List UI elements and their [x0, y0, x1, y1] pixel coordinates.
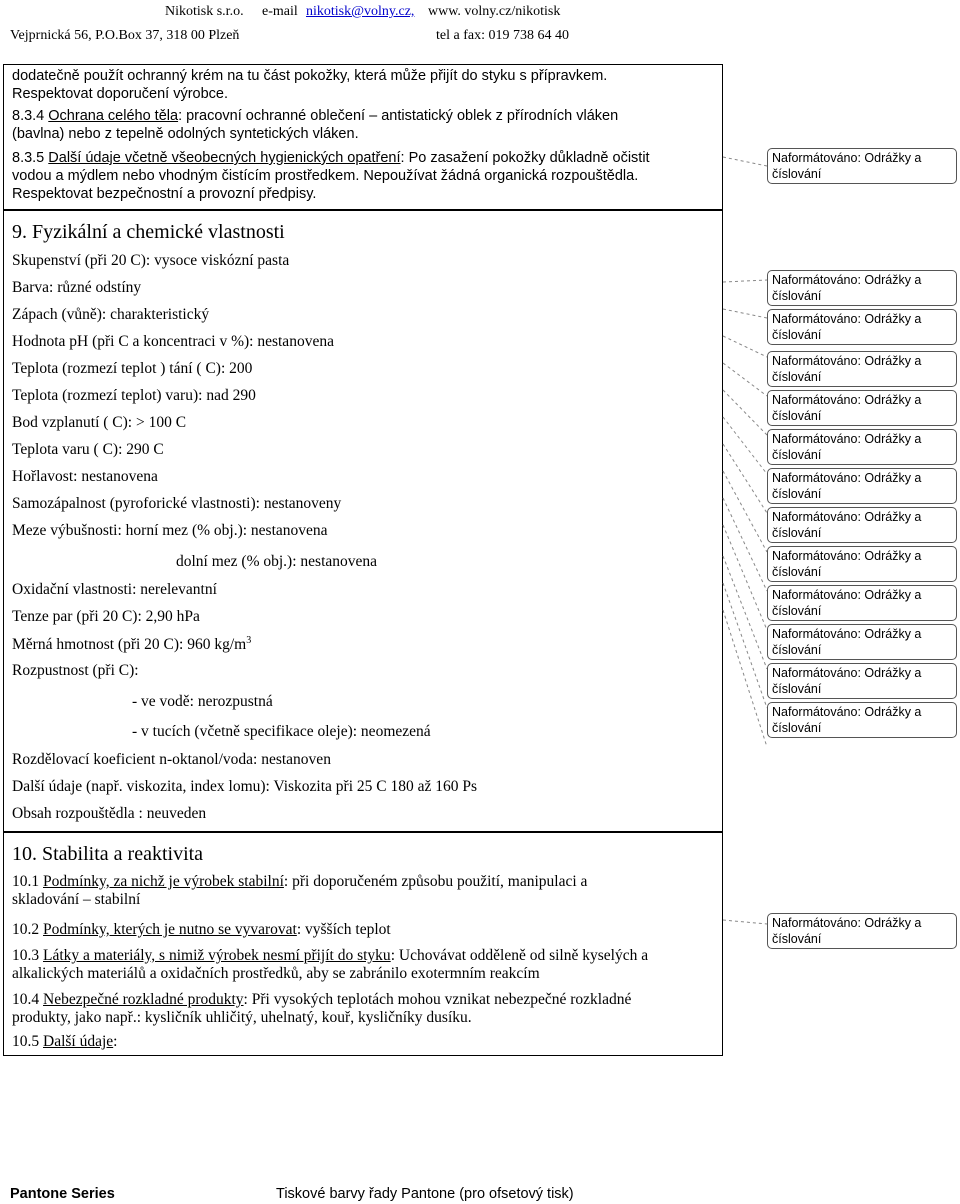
format-comment[interactable]: Naformátováno: Odrážky a číslování — [767, 663, 957, 699]
section-9-title: 9. Fyzikální a chemické vlastnosti — [12, 221, 285, 243]
format-comment[interactable]: Naformátováno: Odrážky a číslování — [767, 309, 957, 345]
section-10-title: 10. Stabilita a reaktivita — [12, 843, 204, 865]
property-row: Další údaje (např. viskozita, index lomu): Viskozita při 25 C 180 až 160 Ps — [12, 778, 478, 795]
paragraph-10-5: 10.5 Další údaje: — [12, 1033, 118, 1050]
format-comment[interactable]: Naformátováno: Odrážky a číslování — [767, 624, 957, 660]
format-comment[interactable]: Naformátováno: Odrážky a číslování — [767, 429, 957, 465]
property-row: Hořlavost: nestanovena — [12, 468, 158, 485]
property-row: Skupenství (při 20 C): vysoce viskózní pasta — [12, 252, 290, 269]
property-row: Samozápalnost (pyroforické vlastnosti): nestanoveny — [12, 495, 342, 512]
paragraph-10-1: 10.1 Podmínky, za nichž je výrobek stabilní: při doporučeném způsobu použití, manipulaci a — [12, 873, 588, 890]
web-address: www. volny.cz/nikotisk — [428, 4, 561, 19]
email-label: e-mail — [262, 4, 298, 19]
format-comment[interactable]: Naformátováno: Odrážky a číslování — [767, 270, 957, 306]
format-comment[interactable]: Naformátováno: Odrážky a číslování — [767, 702, 957, 738]
format-comment[interactable]: Naformátováno: Odrážky a číslování — [767, 585, 957, 621]
paragraph-line: dodatečně použít ochranný krém na tu část pokožky, která může přijít do styku s přípravkem. — [12, 68, 608, 84]
property-row: Bod vzplanutí ( C): > 100 C — [12, 414, 187, 431]
company-address: Vejprnická 56, P.O.Box 37, 318 00 Plzeň — [10, 28, 240, 43]
paragraph-line: (bavlna) nebo z tepelně odolných syntetických vláken. — [12, 126, 359, 142]
format-comment[interactable]: Naformátováno: Odrážky a číslování — [767, 913, 957, 949]
format-comment[interactable]: Naformátováno: Odrážky a číslování — [767, 390, 957, 426]
property-row: Tenze par (při 20 C): 2,90 hPa — [12, 608, 200, 625]
property-row: Obsah rozpouštědla : neuveden — [12, 805, 207, 822]
paragraph-line: Respektovat doporučení výrobce. — [12, 86, 229, 102]
property-row: Hodnota pH (při C a koncentraci v %): nestanovena — [12, 333, 334, 350]
company-name: Nikotisk s.r.o. — [165, 4, 244, 19]
format-comment[interactable]: Naformátováno: Odrážky a číslování — [767, 546, 957, 582]
paragraph-10-2: 10.2 Podmínky, kterých je nutno se vyvarovat: vyšších teplot — [12, 921, 391, 938]
paragraph-8-3-4: 8.3.4 Ochrana celého těla: pracovní ochranné oblečení – antistatický oblek z přírodních vláken — [12, 108, 619, 124]
property-row: Barva: různé odstíny — [12, 279, 142, 296]
paragraph-line: skladování – stabilní — [12, 891, 141, 908]
paragraph-line: produkty, jako např.: kysličník uhličitý, uhelnatý, kouř, kysličníky dusíku. — [12, 1009, 472, 1026]
property-row: Rozdělovací koeficient n-oktanol/voda: nestanoven — [12, 751, 331, 768]
paragraph-8-3-5: 8.3.5 Další údaje včetně všeobecných hygienických opatření: Po zasažení pokožky důkladně očistit — [12, 150, 650, 166]
paragraph-line: Respektovat bezpečnostní a provozní předpisy. — [12, 186, 317, 202]
property-row: - ve vodě: nerozpustná — [132, 693, 273, 710]
format-comment[interactable]: Naformátováno: Odrážky a číslování — [767, 148, 957, 184]
property-row: Teplota (rozmezí teplot) varu): nad 290 — [12, 387, 256, 404]
footer-product: Pantone Series — [10, 1186, 115, 1202]
property-row: Rozpustnost (při C): — [12, 662, 139, 679]
format-comment[interactable]: Naformátováno: Odrážky a číslování — [767, 351, 957, 387]
paragraph-line: alkalických materiálů a oxidačních prostředků, aby se zabránilo exotermním reakcím — [12, 965, 540, 982]
footer-description: Tiskové barvy řady Pantone (pro ofsetový tisk) — [276, 1186, 574, 1202]
property-row: Teplota varu ( C): 290 C — [12, 441, 164, 458]
email-link[interactable]: nikotisk@volny.cz, — [306, 4, 415, 19]
paragraph-line: vodou a mýdlem nebo vhodným čistícím prostředkem. Nepoužívat žádná organická rozpouštědla. — [12, 168, 639, 184]
format-comment[interactable]: Naformátováno: Odrážky a číslování — [767, 468, 957, 504]
property-row: - v tucích (včetně specifikace oleje): neomezená — [132, 723, 431, 740]
property-row: Měrná hmotnost (při 20 C): 960 $kg/m^3$ — [12, 635, 252, 654]
property-row: Meze výbušnosti: horní mez (% obj.): nestanovena — [12, 522, 328, 539]
property-row: dolní mez (% obj.): nestanovena — [176, 553, 378, 570]
property-row: Oxidační vlastnosti: nerelevantní — [12, 581, 217, 598]
paragraph-10-3: 10.3 Látky a materiály, s nimiž výrobek nesmí přijít do styku: Uchovávat odděleně od silně kyselých a — [12, 947, 649, 964]
paragraph-10-4: 10.4 Nebezpečné rozkladné produkty: Při vysokých teplotách mohou vznikat nebezpečné rozkladné — [12, 991, 632, 1008]
company-phone: tel a fax: 019 738 64 40 — [436, 28, 569, 43]
property-row: Teplota (rozmezí teplot ) tání ( C): 200 — [12, 360, 253, 377]
format-comment[interactable]: Naformátováno: Odrážky a číslování — [767, 507, 957, 543]
property-row: Zápach (vůně): charakteristický — [12, 306, 210, 323]
